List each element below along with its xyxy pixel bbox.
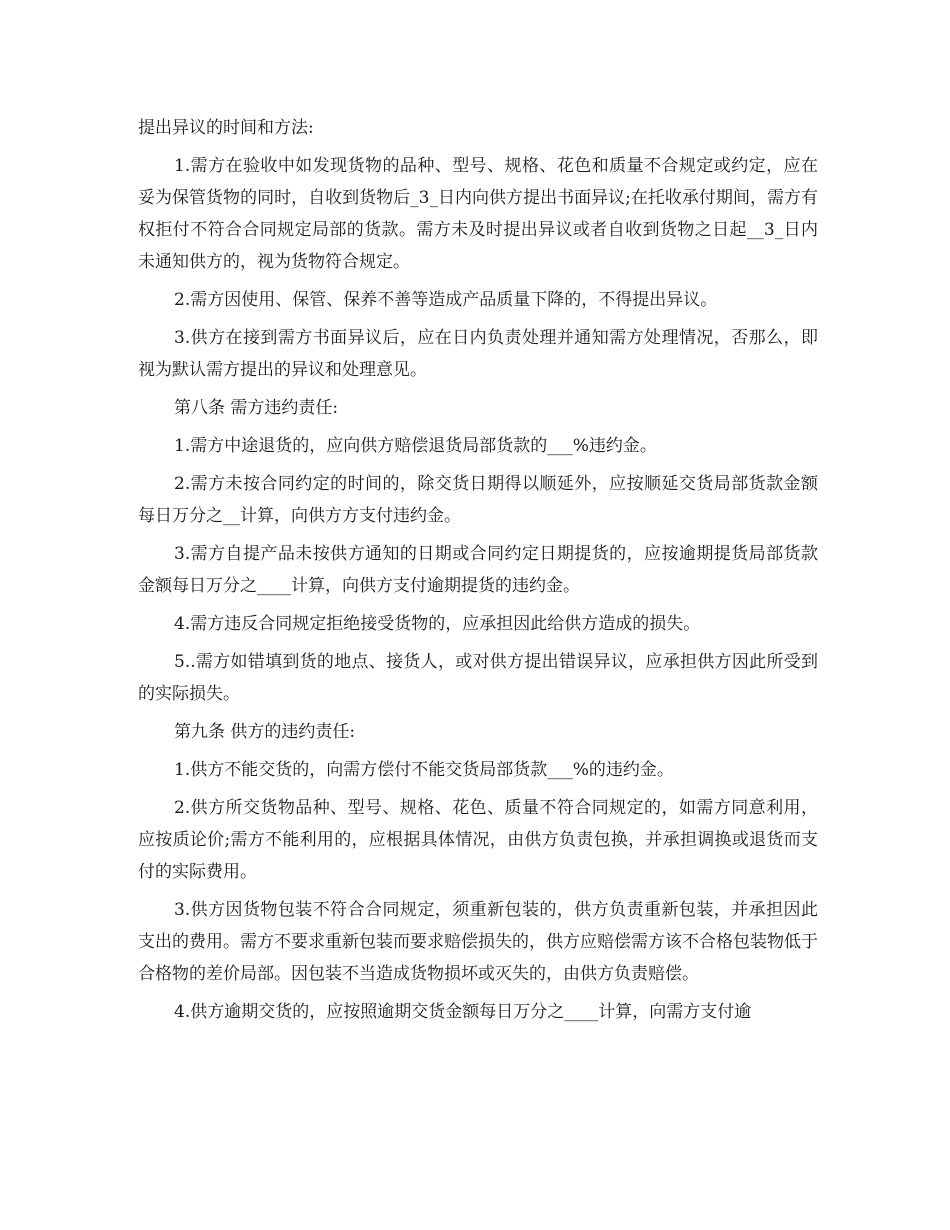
article-9-heading: 第九条 供方的违约责任: [174, 722, 356, 742]
paragraph-buyer-liability-3: 3.需方自提产品未按供方通知的日期或合同约定日期提货的，应按逾期提货局部货款金额每日万分之____计算，向供方支付逾期提货的违约金。 [138, 544, 818, 596]
paragraph-supplier-liability-2: 2.供方所交货物品种、型号、规格、花色、质量不符合同规定的，如需方同意利用，应按质论价;需方不能利用的，应根据具体情况，由供方负责包换，并承担调换或退货而支付的实际费用。 [138, 798, 818, 882]
document-body [138, 112, 818, 1034]
paragraph-buyer-liability-5: 5..需方如错填到货的地点、接货人，或对供方提出错误异议，应承担供方因此所受到的实际损失。 [138, 652, 818, 704]
article-8-heading: 第八条 需方违约责任: [174, 398, 339, 418]
paragraph-buyer-liability-4: 4.需方违反合同规定拒绝接受货物的，应承担因此给供方造成的损失。 [174, 614, 701, 634]
paragraph-objection-3: 3.供方在接到需方书面异议后，应在日内负责处理并通知需方处理情况，否那么，即视为默认需方提出的异议和处理意见。 [138, 328, 818, 380]
paragraph-time-and-method: 提出异议的时间和方法: [138, 118, 314, 138]
paragraph-objection-1: 1.需方在验收中如发现货物的品种、型号、规格、花色和质量不合规定或约定，应在妥为保管货物的同时，自收到货物后_3_日内向供方提出书面异议;在托收承付期间，需方有权拒付不符合合同规定局部的货款。需方未及时提出异议或者自收到货物之日起__3_日内未通知供方的，视为货物符合规定。 [138, 156, 818, 272]
paragraph-supplier-liability-4: 4.供方逾期交货的，应按照逾期交货金额每日万分之____计算，向需方支付逾 [174, 1002, 752, 1022]
paragraph-objection-2: 2.需方因使用、保管、保养不善等造成产品质量下降的，不得提出异议。 [174, 290, 718, 310]
paragraph-buyer-liability-2: 2.需方未按合同约定的时间的，除交货日期得以顺延外，应按顺延交货局部货款金额每日万分之__计算，向供方方支付违约金。 [138, 474, 818, 526]
paragraph-supplier-liability-3: 3.供方因货物包装不符合合同规定，须重新包装的，供方负责重新包装，并承担因此支出的费用。需方不要求重新包装而要求赔偿损失的，供方应赔偿需方该不合格包装物低于合格物的差价局部。因包装不当造成货物损坏或灭失的，由供方负责赔偿。 [138, 900, 818, 984]
paragraph-supplier-liability-1: 1.供方不能交货的，向需方偿付不能交货局部货款___%的违约金。 [174, 760, 674, 780]
paragraph-buyer-liability-1: 1.需方中途退货的，应向供方赔偿退货局部货款的___%违约金。 [174, 436, 657, 456]
